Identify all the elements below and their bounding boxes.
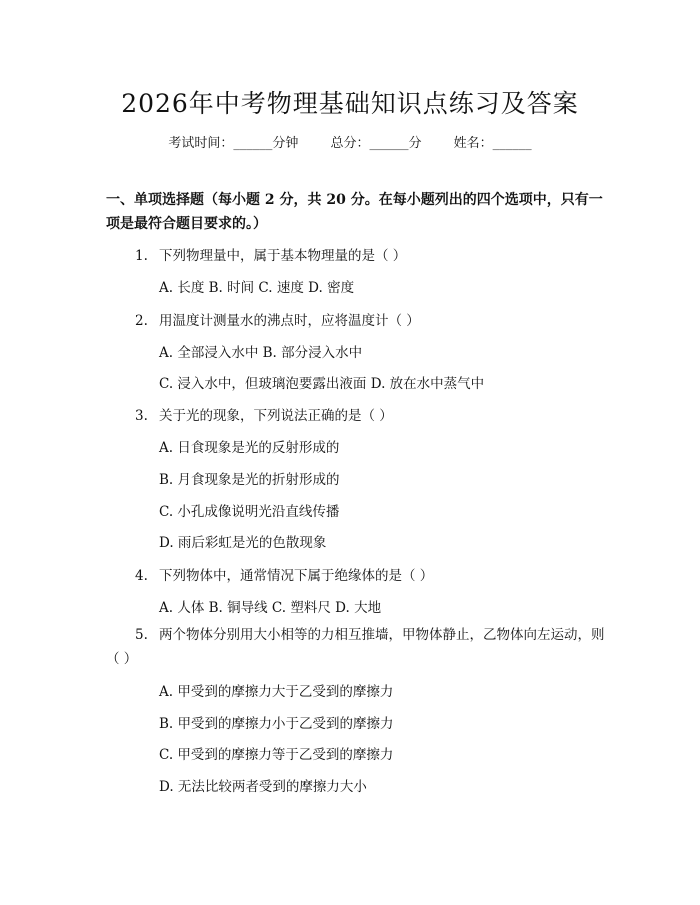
- question-4-options: A. 人体 B. 铜导线 C. 塑料尺 D. 大地: [159, 600, 382, 616]
- question-5-option-a: A. 甲受到的摩擦力大于乙受到的摩擦力: [159, 684, 394, 700]
- question-text: 下列物理量中，属于基本物理量的是（ ）: [159, 248, 407, 264]
- question-2: [135, 309, 420, 329]
- question-number: 1.: [135, 248, 148, 264]
- question-number: 4.: [135, 568, 148, 584]
- page-title: 2026年中考物理基础知识点练习及答案: [121, 89, 579, 118]
- question-number: 3.: [135, 408, 148, 424]
- question-text: 两个物体分别用大小相等的力相互推墙，甲物体静止，乙物体向左运动，则（ ）: [106, 627, 605, 667]
- question-3: [135, 404, 393, 424]
- question-4: [135, 564, 433, 584]
- question-text: 关于光的现象，下列说法正确的是（ ）: [159, 408, 393, 424]
- section-heading: 一、单项选择题（每小题 2 分，共 20 分。在每小题列出的四个选项中，只有一项是最符合题目要求的。）: [106, 192, 603, 232]
- question-5-option-d: D. 无法比较两者受到的摩擦力大小: [159, 779, 367, 795]
- question-5-option-b: B. 甲受到的摩擦力小于乙受到的摩擦力: [159, 716, 394, 732]
- total-score: 总分：______分: [330, 136, 422, 151]
- question-1: [135, 244, 406, 264]
- question-text: 下列物体中，通常情况下属于绝缘体的是（ ）: [159, 568, 434, 584]
- student-name: 姓名：______: [453, 136, 532, 151]
- question-1-options: A. 长度 B. 时间 C. 速度 D. 密度: [159, 280, 355, 296]
- question-text: 用温度计测量水的沸点时，应将温度计（ ）: [159, 313, 420, 329]
- question-3-option-a: A. 日食现象是光的反射形成的: [159, 440, 340, 456]
- question-3-option-d: D. 雨后彩虹是光的色散现象: [159, 535, 327, 551]
- question-3-option-b: B. 月食现象是光的折射形成的: [159, 472, 340, 488]
- question-2-option-line-1: A. 全部浸入水中 B. 部分浸入水中: [159, 345, 363, 361]
- question-number: 2.: [135, 313, 148, 329]
- question-3-option-c: C. 小孔成像说明光沿直线传播: [159, 504, 340, 520]
- question-2-option-line-2: C. 浸入水中，但玻璃泡要露出液面 D. 放在水中蒸气中: [159, 376, 485, 392]
- exam-meta: [0, 132, 700, 151]
- question-number: 5.: [135, 627, 148, 643]
- question-5-option-c: C. 甲受到的摩擦力等于乙受到的摩擦力: [159, 747, 394, 763]
- question-5: [106, 623, 606, 671]
- exam-time: 考试时间：______分钟: [168, 136, 299, 151]
